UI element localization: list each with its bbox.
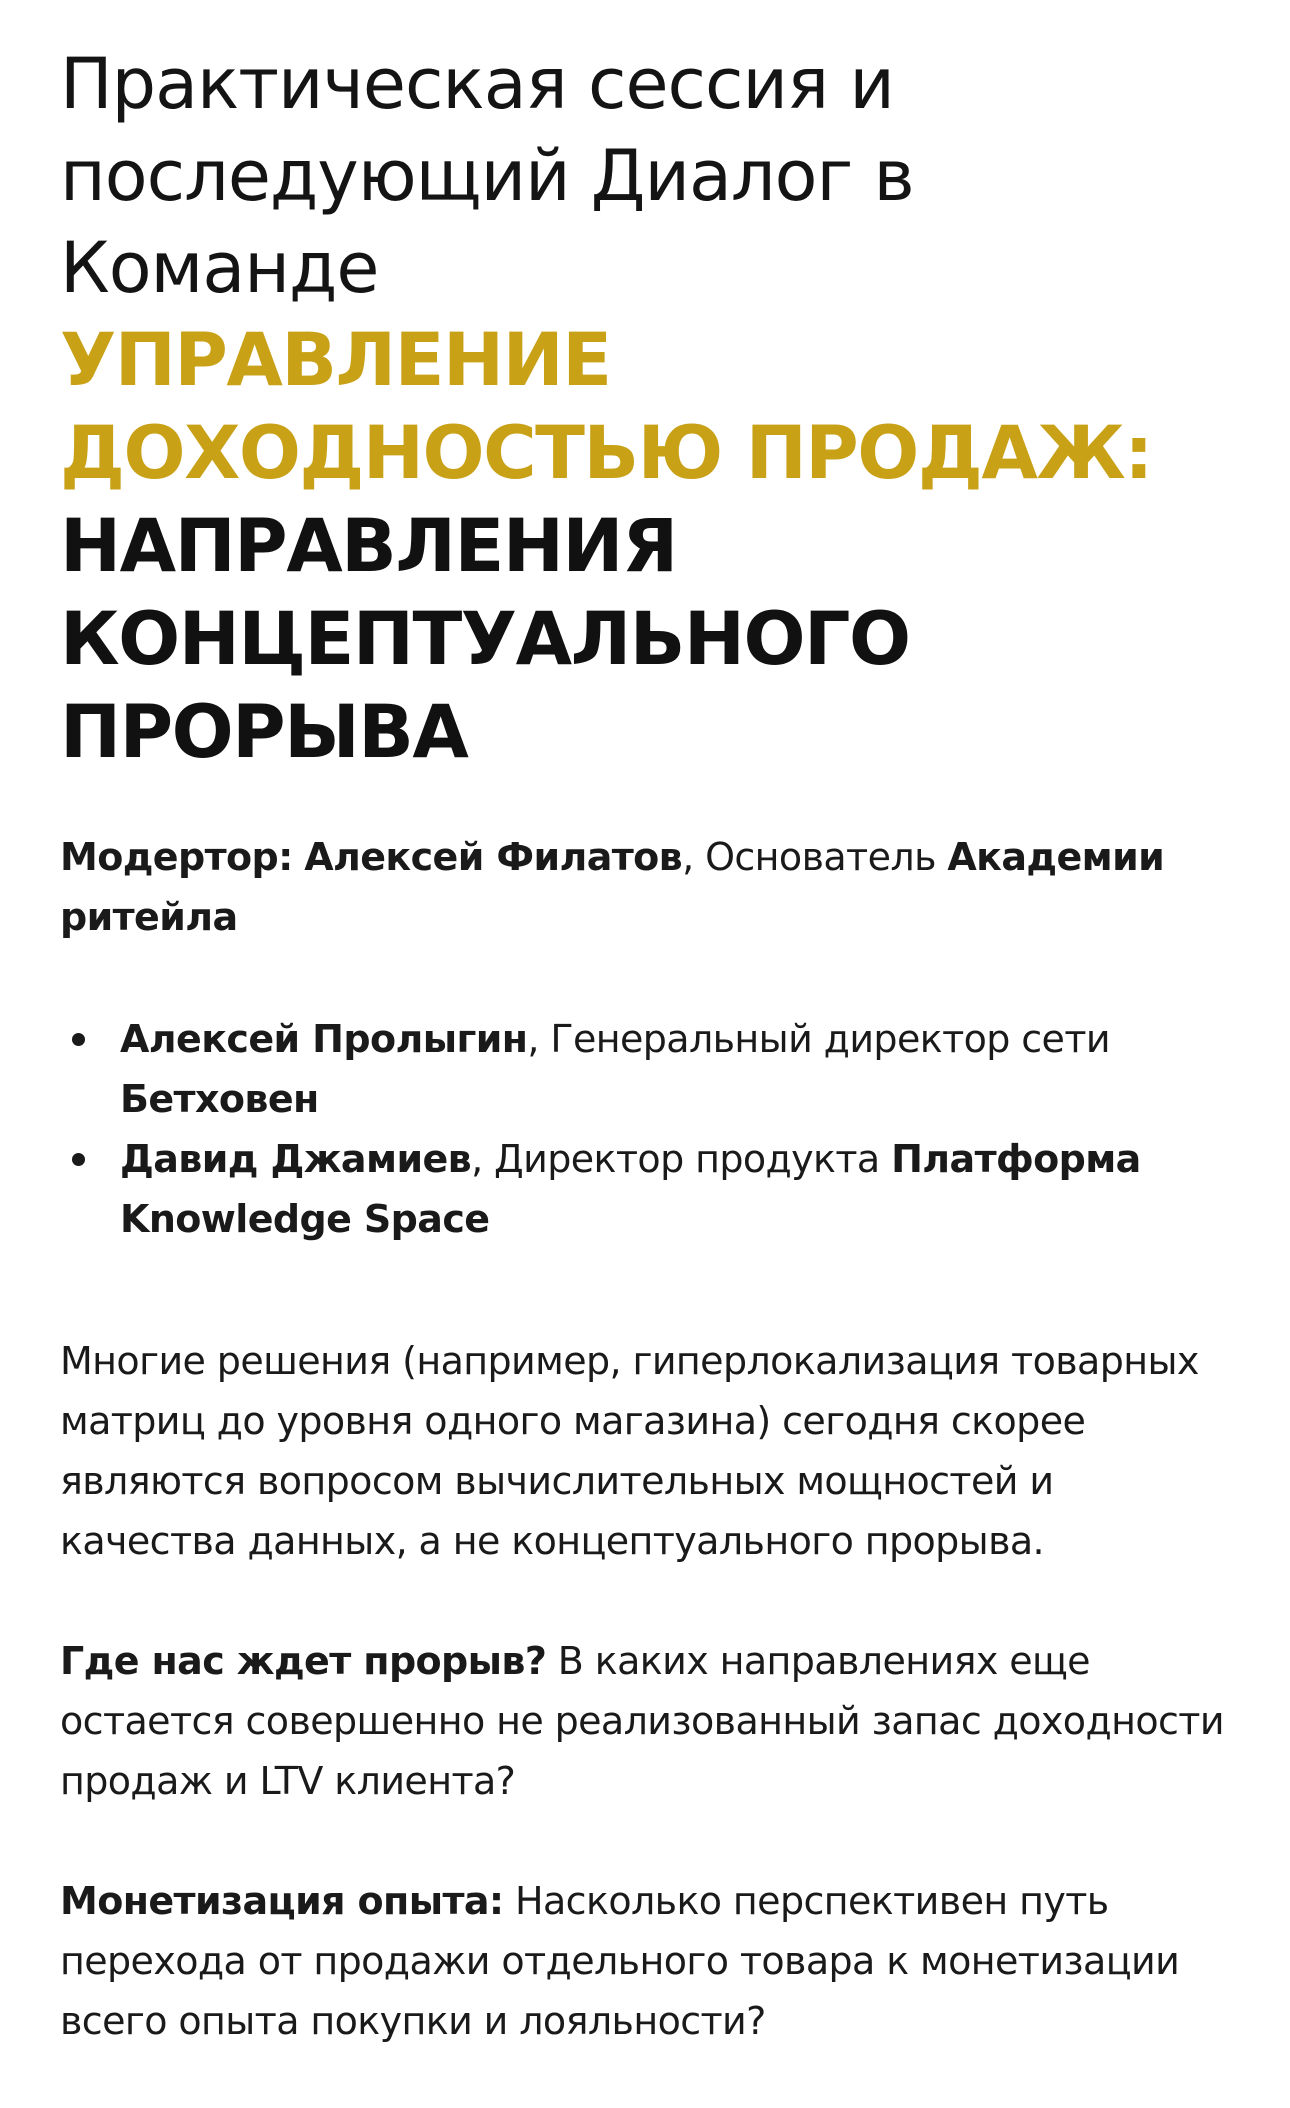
- speaker-org: Платформа Knowledge Space: [120, 1137, 1141, 1241]
- speakers-list: [60, 1009, 1230, 1249]
- heading-accent: УПРАВЛЕНИЕ ДОХОДНОСТЬЮ ПРОДАЖ:: [60, 318, 1152, 496]
- question-text-1: В каких направлениях еще остается совершенно не реализованный запас доходности продаж и LTV клиента?: [60, 1639, 1224, 1803]
- speaker-item: [60, 1009, 1230, 1129]
- question-text-2: Насколько перспективен путь перехода от продажи отдельного товара к монетизации всего опыта покупки и лояльности?: [60, 1879, 1180, 2043]
- speaker-role: , Директор продукта: [471, 1137, 892, 1181]
- speaker-org: Бетховен: [120, 1077, 319, 1121]
- speaker-name: Давид Джамиев: [120, 1137, 472, 1181]
- speaker-name: Алексей Пролыгин: [120, 1017, 528, 1061]
- moderator-org: Академии ритейла: [60, 835, 1165, 939]
- question-lead-1: Где нас ждет прорыв?: [60, 1639, 547, 1683]
- speaker-role: , Генеральный директор сети: [527, 1017, 1110, 1061]
- session-title: Практическая сессия и последующий Диалог в Команде: [60, 43, 914, 309]
- intro-paragraph: Многие решения (например, гиперлокализация товарных матриц до уровня одного магазина) сегодня скорее являются вопросом вычислительных мощностей и качества данных, а не концептуального прорыва.: [60, 1339, 1199, 1563]
- heading-rest: НАПРАВЛЕНИЯ КОНЦЕПТУАЛЬНОГО ПРОРЫВА: [60, 504, 910, 775]
- question-paragraph-1: [60, 1631, 1230, 1811]
- bullet-icon: [72, 1153, 85, 1166]
- speaker-item: [60, 1129, 1230, 1249]
- moderator-line: [60, 827, 1230, 947]
- moderator-name: Алексей Филатов: [304, 835, 683, 879]
- question-paragraph-2: [60, 1871, 1230, 2051]
- bullet-icon: [72, 1033, 85, 1046]
- moderator-role: , Основатель: [682, 835, 948, 879]
- main-heading: [60, 314, 1230, 779]
- question-lead-2: Монетизация опыта:: [60, 1879, 504, 1923]
- moderator-label: Модертор:: [60, 835, 293, 879]
